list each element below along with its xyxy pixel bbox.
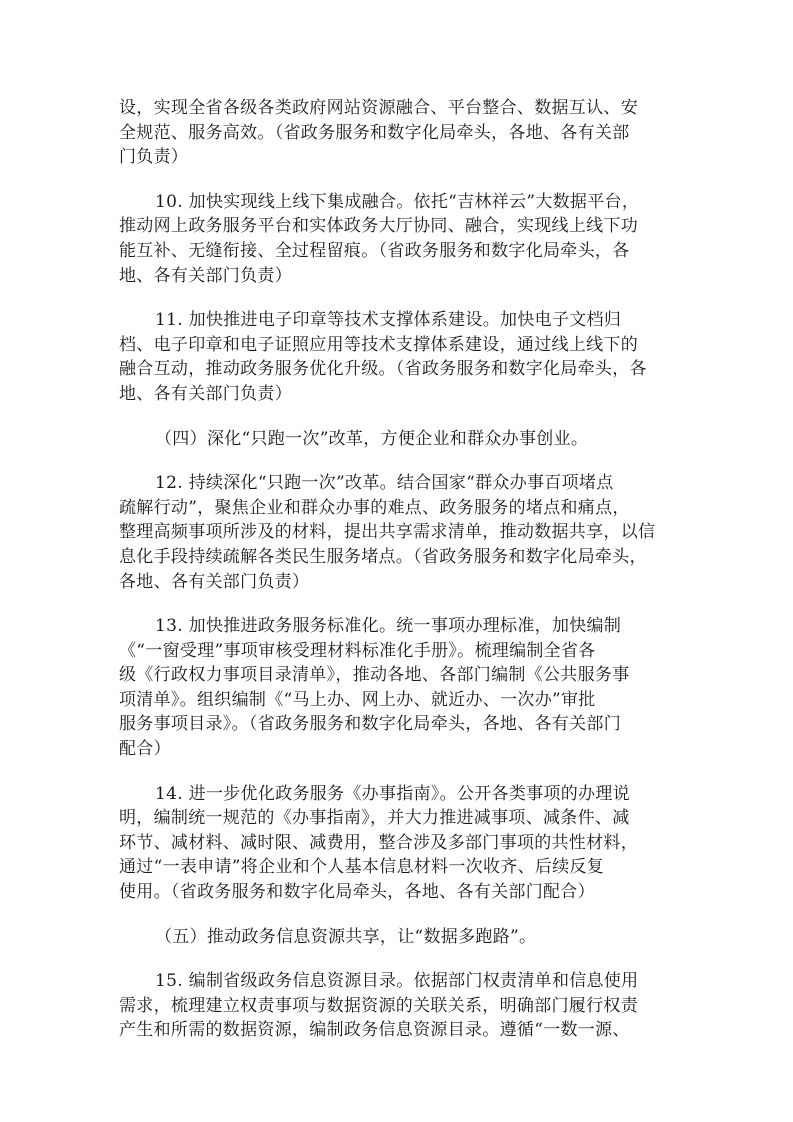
paragraph-item-13: [119, 614, 681, 762]
text-line: 使用。（省政务服务和数字化局牵头，各地、各有关部门配合）: [119, 882, 595, 903]
text-line: 服务事项目录》。（省政务服务和数字化局牵头，各地、各有关部门: [119, 714, 621, 735]
section-heading-4: [119, 427, 681, 452]
paragraph-item-15: [119, 969, 681, 1043]
text-line: （五）推动政务信息资源共享，让“数据多跑路”。: [155, 926, 537, 947]
text-line: 12. 持续深化“只跑一次”改革。结合国家“群众办事百项堵点: [155, 473, 614, 494]
text-line: 地、各有关部门负责）: [119, 265, 292, 286]
text-line: 通过“一表申请”将企业和个人基本信息材料一次收齐、后续反复: [119, 857, 605, 878]
paragraph-item-10: [119, 190, 681, 288]
text-line: 15. 编制省级政务信息资源目录。依据部门权责清单和信息使用: [155, 971, 639, 992]
text-line: 配合）: [119, 739, 171, 760]
text-line: 13. 加快推进政务服务标准化。统一事项办理标准，加快编制: [155, 616, 622, 637]
text-line: 项清单》。组织编制《“马上办、网上办、就近办、一次办”审批: [119, 689, 596, 710]
text-line: 能互补、无缝衔接、全过程留痕。（省政务服务和数字化局牵头，各: [119, 240, 630, 261]
text-line: 息化手段持续疏解各类民生服务堵点。（省政务服务和数字化局牵头，: [119, 546, 647, 567]
text-line: 14. 进一步优化政务服务《办事指南》。公开各类事项的办理说: [155, 783, 630, 804]
text-line: 设，实现全省各级各类政府网站资源融合、平台整合、数据互认、安: [119, 98, 638, 118]
section-heading-5: [119, 925, 681, 950]
text-line: 明，编制统一规范的《办事指南》，并大力推进减事项、减条件、减: [119, 808, 630, 829]
document-body: [119, 96, 681, 1063]
text-line: 产生和所需的数据资源，编制政务信息资源目录。遵循“一数一源、: [119, 1020, 630, 1041]
text-line: 档、电子印章和电子证照应用等技术支撑体系建设，通过线上线下的: [119, 334, 638, 355]
text-line: 地、各有关部门负责）: [119, 383, 292, 404]
text-line: 全规范、服务高效。（省政务服务和数字化局牵头，各地、各有关部: [119, 122, 630, 143]
paragraph-item-11: [119, 308, 681, 406]
text-line: 疏解行动”，聚焦企业和群众办事的难点、政务服务的堵点和痛点，: [119, 497, 630, 518]
text-line: 需求，梳理建立权责事项与数据资源的关联关系，明确部门履行权责: [119, 995, 638, 1016]
paragraph-item-14: [119, 782, 681, 905]
paragraph-continuation: [119, 96, 681, 170]
text-line: 门负责）: [119, 147, 189, 168]
text-line: 10. 加快实现线上线下集成融合。依托“吉林祥云”大数据平台，: [155, 191, 640, 212]
text-line: 11. 加快推进电子印章等技术支撑体系建设。加快电子文档归: [155, 310, 622, 331]
text-line: 环节、减材料、减时限、减费用，整合涉及多部门事项的共性材料，: [119, 832, 638, 853]
text-line: 整理高频事项所涉及的材料，提出共享需求清单，推动数据共享，以信: [119, 522, 656, 543]
text-line: 各地、各有关部门负责）: [119, 571, 310, 592]
text-line: （四）深化“只跑一次”改革，方便企业和群众办事创业。: [155, 428, 589, 449]
text-line: 《“一窗受理”事项审核受理材料标准化手册》。梳理编制全省各: [119, 640, 596, 661]
text-line: 融合互动，推动政务服务优化升级。（省政务服务和数字化局牵头，各: [119, 359, 647, 380]
paragraph-item-12: [119, 471, 681, 594]
text-line: 推动网上政务服务平台和实体政务大厅协同、融合，实现线上线下功: [119, 216, 638, 237]
text-line: 级《行政权力事项目录清单》，推动各地、各部门编制《公共服务事: [119, 665, 630, 686]
